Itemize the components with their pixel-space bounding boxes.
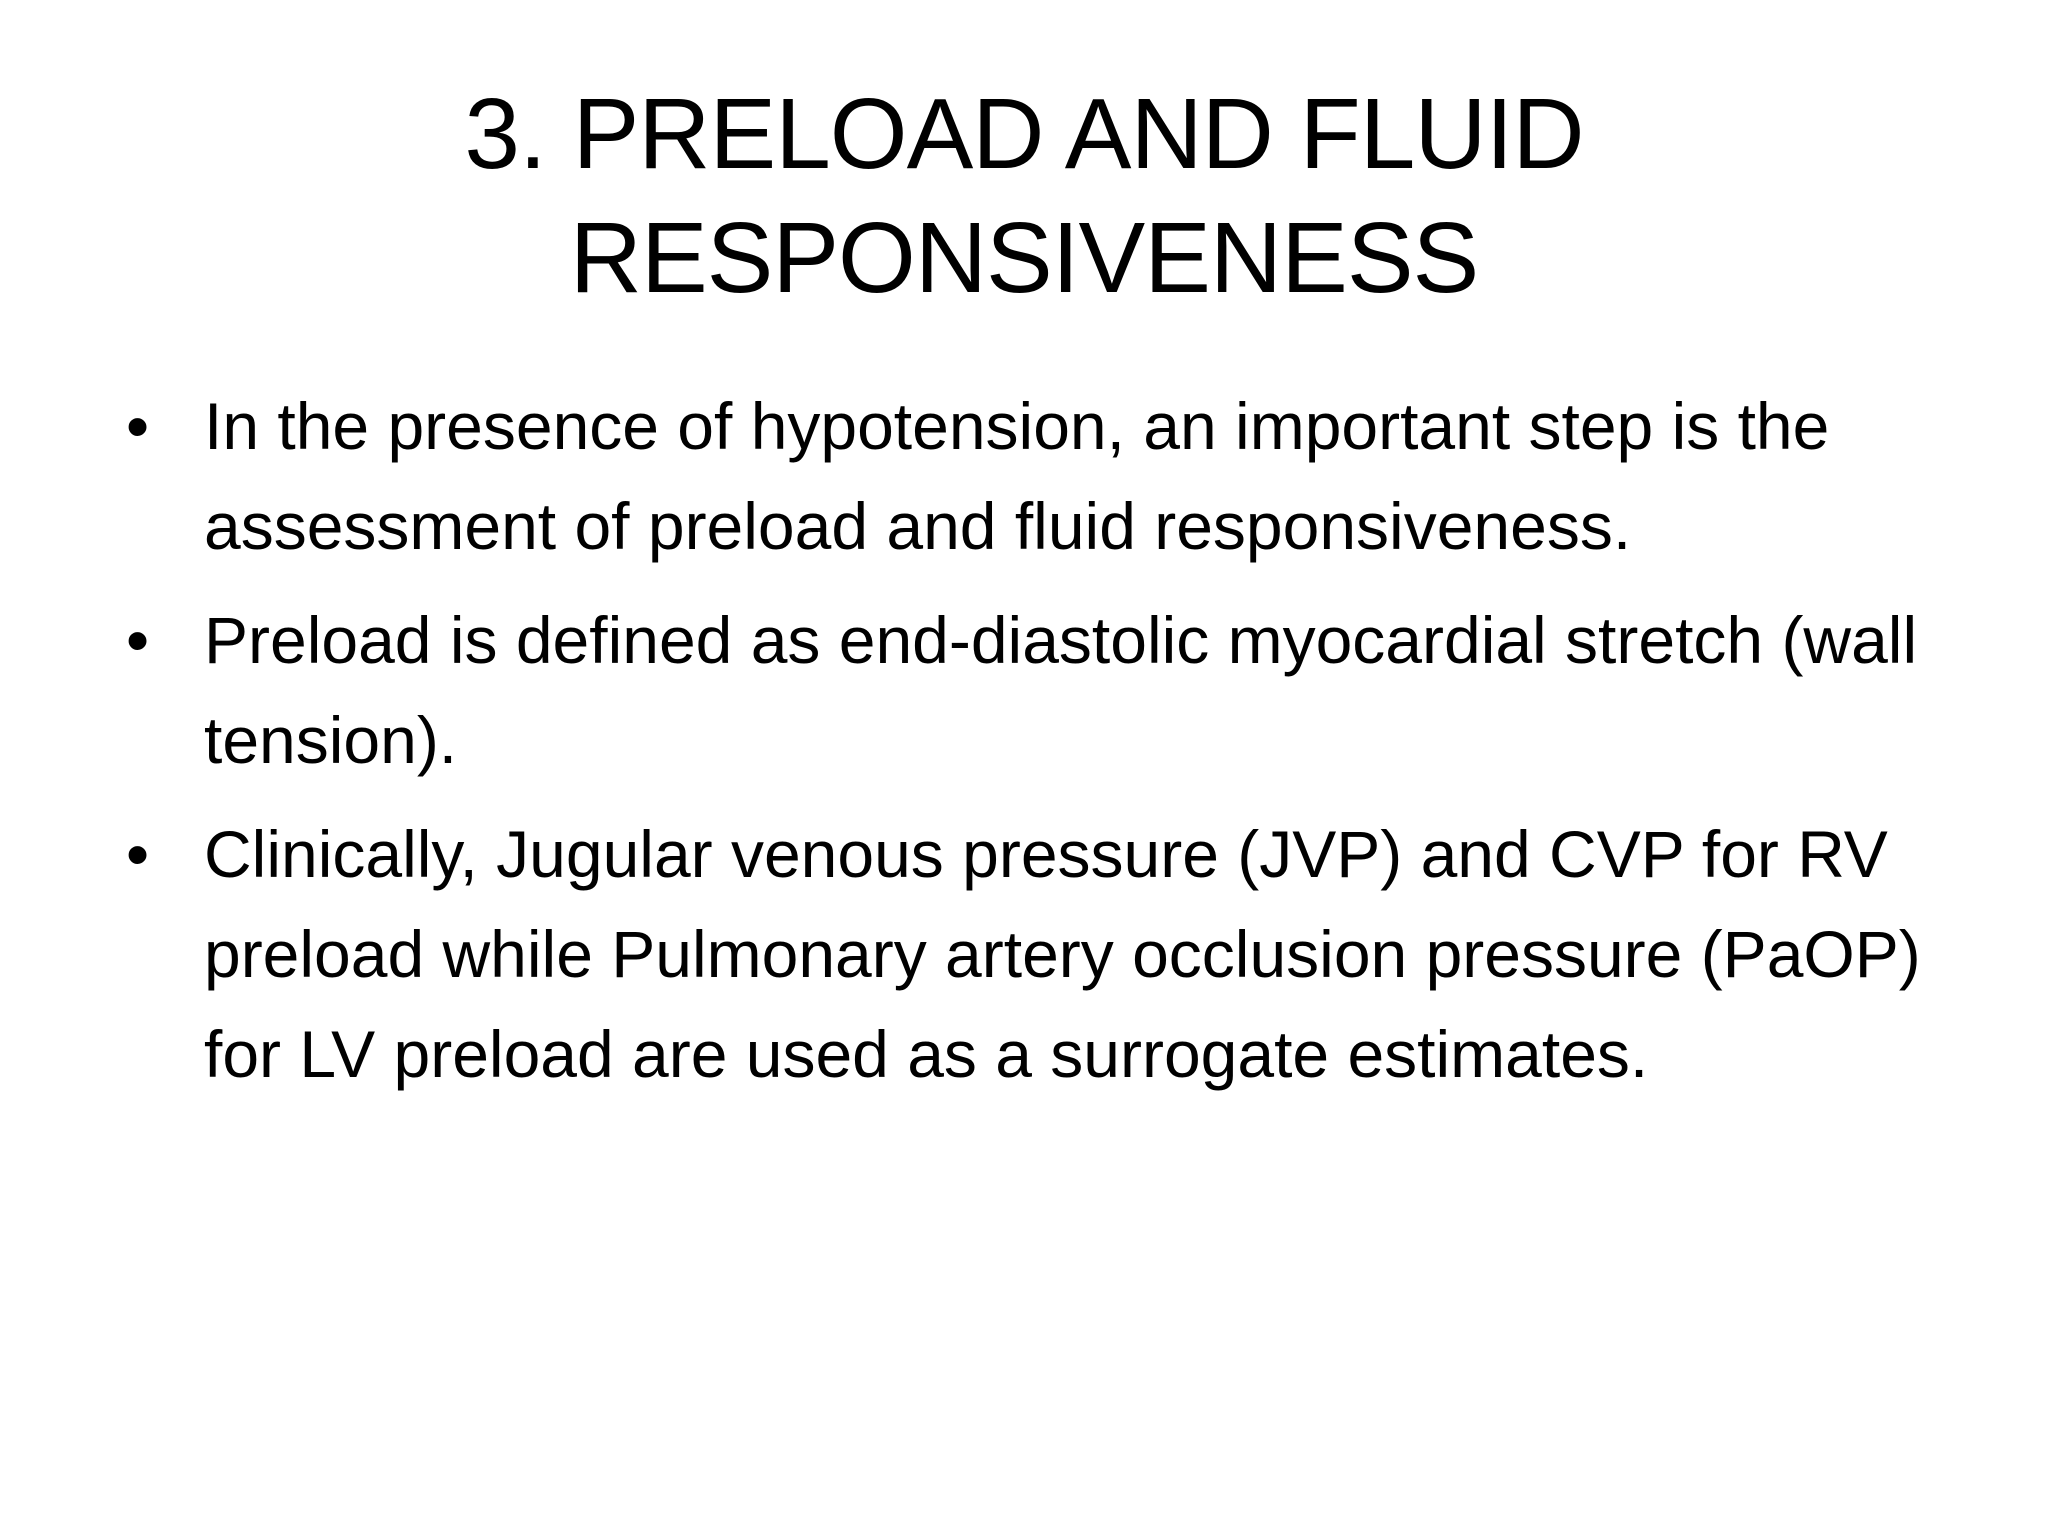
bullet-item-hypotension: [120, 376, 1940, 576]
bullet-text: Preload is defined as end-diastolic myocardial stretch (wall tension).: [204, 603, 1918, 777]
bullet-dot-icon: •: [126, 389, 150, 463]
slide-title: [150, 72, 1898, 320]
bullet-dot-icon: •: [126, 603, 150, 677]
bullet-dot-icon: •: [126, 817, 150, 891]
bullet-item-clinical-estimates: [120, 804, 1940, 1104]
title-line-2: RESPONSIVENESS: [569, 202, 1479, 314]
bullet-item-preload-definition: [120, 590, 1940, 790]
bullet-text: In the presence of hypotension, an important step is the assessment of preload and fluid responsiveness.: [204, 389, 1830, 563]
bullet-text: Clinically, Jugular venous pressure (JVP) and CVP for RV preload while Pulmonary artery occlusion pressure (PaOP) for LV preload are used as a surrogate estimates.: [204, 817, 1921, 1091]
title-line-1: 3. PRELOAD AND FLUID: [464, 78, 1584, 190]
bullet-list: [120, 376, 1940, 1118]
